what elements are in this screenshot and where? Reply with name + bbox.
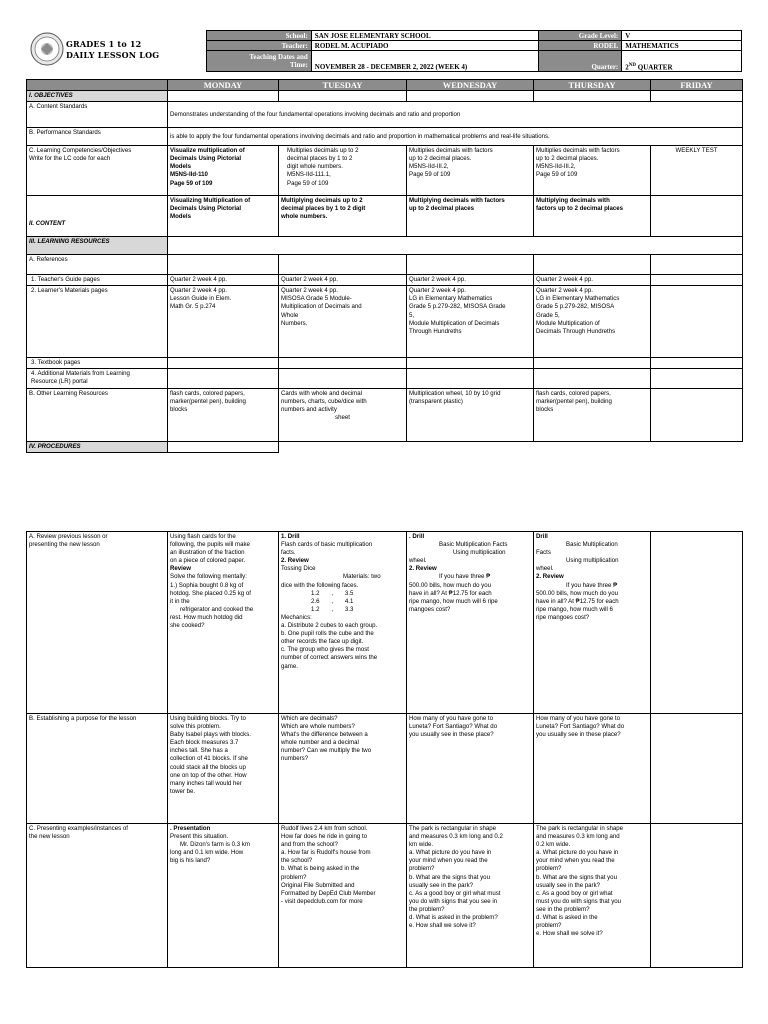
empty-cell <box>651 532 743 714</box>
learning-resources-heading: III. LEARNING RESOURCES <box>27 237 168 255</box>
text-line: hotdog. She placed 0.25 kg of <box>170 589 251 597</box>
purpose-monday <box>168 714 279 824</box>
text-line: Quarter 2 week 4 pp. <box>536 287 593 295</box>
text-line: a. How far is Rudolf's house from <box>281 849 371 857</box>
empty-cell <box>651 358 743 369</box>
text-line: Original File Submitted and <box>281 881 355 889</box>
competencies-label-line: Write for the LC code for each <box>29 155 111 163</box>
text-line: The park is rectangular in shape <box>536 825 624 832</box>
empty-cell <box>407 255 534 275</box>
dates-label <box>207 51 312 72</box>
text-line: Whole <box>281 311 299 319</box>
text-line: Which are decimals? <box>281 715 338 722</box>
lr-portal-label <box>27 369 168 388</box>
other-resources-wednesday <box>407 388 534 441</box>
text-line: and from the school? <box>281 841 338 849</box>
text-line: How far does he ride in going to <box>281 833 368 841</box>
text-line: Multiplies decimals with factors <box>536 147 620 155</box>
empty-cell <box>534 91 651 102</box>
references-label: A. References <box>27 255 168 275</box>
text-line: Review <box>170 565 192 573</box>
text-line: flash cards, colored papers, <box>536 389 611 397</box>
text-line: Numbers. <box>281 319 308 327</box>
text-line: Multiplication wheel, 10 by 10 grid <box>409 389 501 397</box>
empty-cell <box>168 91 279 102</box>
text-line: a. What picture do you have in <box>536 849 619 857</box>
text-line: c. The group who gives the most <box>281 646 369 654</box>
school-value: SAN JOSE ELEMENTARY SCHOOL <box>311 31 539 41</box>
text-line: M5NS-IId-III.2, <box>536 163 576 171</box>
purpose-thursday <box>534 714 651 824</box>
title-line-2: DAILY LESSON LOG <box>66 50 160 60</box>
text-line: up to 2 decimal places. <box>536 155 599 163</box>
text-line: Visualize multiplication of <box>170 147 245 155</box>
text-line: Facts <box>536 549 551 557</box>
teacher-label: Teacher: <box>207 41 312 51</box>
text-line: factors up to 2 decimal places <box>536 205 624 213</box>
empty-cell <box>168 237 743 255</box>
text-line: 500.00 bills, how much do you <box>409 581 491 589</box>
day-tuesday: TUESDAY <box>279 80 407 91</box>
text-line: e. How shall we solve it? <box>536 930 603 938</box>
content-standards-text: Demonstrates understanding of the four fundamental operations involving decimals and ratio and proportion <box>168 102 743 128</box>
text-line: sheet <box>335 413 350 421</box>
text-line: 0.2 km wide. <box>536 841 571 849</box>
empty-cell <box>279 91 407 102</box>
procedures-heading: IV. PROCEDURES <box>27 441 168 452</box>
day-friday: FRIDAY <box>651 80 743 91</box>
text-line: ripe mangoes cost? <box>536 613 590 621</box>
text-line: M5NS-IId-III.2, <box>409 163 449 171</box>
text-line: Quarter 2 week 4 pp. <box>409 287 466 295</box>
text-line: Quarter 2 week 4 pp. <box>281 287 338 295</box>
text-line: and measures 0.3 km long and 0.2 <box>409 833 503 841</box>
content-monday <box>168 196 279 237</box>
text-line: (transparent plastic) <box>409 397 463 405</box>
review-lesson-label <box>27 532 168 714</box>
review-monday <box>168 532 279 714</box>
performance-standards-label: B. Performance Standards <box>27 128 168 146</box>
text-line: refrigerator and cooked the <box>180 605 254 613</box>
text-line: ripe mango, how much will 6 ripe <box>409 597 498 605</box>
performance-standards-text: is able to apply the four fundamental operations involving decimals and ratio and proportion in mathematical problems and real-life situations. <box>168 128 743 146</box>
text-line: M5NS-IId-111.1, <box>287 171 331 179</box>
text-line: numbers? <box>281 755 309 763</box>
text-line: inches tall. She has a <box>170 747 228 755</box>
empty-cell <box>651 286 743 358</box>
text-line: Multiplying decimals with <box>536 197 610 205</box>
text-line: could stack all the blocks up <box>170 763 246 771</box>
text-line: Grade 5 p.279-282, MISOSA <box>536 303 615 311</box>
content-heading-text: II. CONTENT <box>29 220 66 228</box>
text-line: 2. Review <box>536 573 564 581</box>
empty-cell <box>534 255 651 275</box>
text-line: Quarter 2 week 4 pp. <box>170 287 227 295</box>
grade-label: Grade Level: <box>539 31 622 41</box>
text-line: Multiplication of Decimals and <box>281 303 362 311</box>
content-thursday <box>534 196 651 237</box>
text-line: digit whole numbers. <box>287 163 343 171</box>
other-resources-monday <box>168 388 279 441</box>
text-line: must you do with signs that you <box>536 897 622 905</box>
text-line: big is his land? <box>170 857 211 865</box>
text-line: the school? <box>281 857 313 865</box>
text-line: - visit depedclub.com for more <box>281 897 363 905</box>
quarter-ordinal: ND <box>628 62 636 68</box>
lesson-log-table-part-2 <box>26 531 743 968</box>
text-line: C. Presenting examples/instances of <box>29 825 128 832</box>
text-line: b. What is being asked in the <box>281 865 360 873</box>
empty-cell <box>651 196 743 237</box>
text-line: mangoes cost? <box>409 605 451 613</box>
text-line: wheel. <box>409 557 427 565</box>
text-line: problem? <box>281 873 307 881</box>
text-line: blocks <box>536 405 554 413</box>
text-line: 1.2 , 3.3 <box>311 605 354 613</box>
text-line: presenting the new lesson <box>29 541 100 549</box>
text-line: . Presentation <box>170 825 211 832</box>
text-line: an illustration of the fraction <box>170 549 245 557</box>
empty-cell <box>651 255 743 275</box>
text-line: Math Gr. 5 p.274 <box>170 303 216 311</box>
text-line: Using multiplication <box>566 557 619 565</box>
other-resources-tuesday <box>279 388 407 441</box>
text-line: one on top of the other. How <box>170 771 247 779</box>
empty-cell <box>407 369 534 388</box>
text-line: numbers, charts, cube/dice with <box>281 397 367 405</box>
text-line: Page 59 of 109 <box>536 171 578 179</box>
objectives-heading: I. OBJECTIVES <box>27 91 168 102</box>
text-line: Flash cards of basic multiplication <box>281 541 373 549</box>
purpose-tuesday <box>279 714 407 824</box>
text-line: Which are whole numbers? <box>281 723 355 731</box>
text-line: Page 59 of 109 <box>287 179 329 187</box>
text-line: Luneta? Fort Santiago? What do <box>409 723 498 731</box>
text-line: number? Can we multiply the two <box>281 747 372 755</box>
text-line: up to 2 decimal places. <box>409 155 472 163</box>
text-line: 1.2 , 3.5 <box>311 589 354 597</box>
empty-cell <box>651 369 743 388</box>
dates-label-line-2: Time: <box>290 61 308 69</box>
day-wednesday: WEDNESDAY <box>407 80 534 91</box>
text-line: problem? <box>536 865 562 873</box>
teachers-guide-wednesday: Quarter 2 week 4 pp. <box>407 275 534 286</box>
competencies-label <box>27 146 168 196</box>
text-line: have in all? At ₱12.75 for each <box>409 589 492 597</box>
text-line: facts. <box>281 549 296 557</box>
text-line: a. What picture do you have in <box>409 849 492 857</box>
teacher-value: RODEL M. ACUPIADO <box>311 41 539 51</box>
text-line: your mind when you read the <box>409 857 488 865</box>
text-line: Formatted by DepEd Club Member <box>281 889 376 897</box>
text-line: A. Review previous lesson or <box>29 533 108 540</box>
text-line: game. <box>281 662 298 670</box>
text-line: Page 59 of 109 <box>170 179 213 187</box>
content-standards-label: A. Content Standards <box>27 102 168 128</box>
content-tuesday <box>279 196 407 237</box>
text-line: Present this situation. <box>170 833 229 841</box>
text-line: Basic Multiplication Facts <box>439 541 508 549</box>
day-header-blank <box>27 80 168 91</box>
text-line: a. Distribute 2 cubes to each group. <box>281 622 378 630</box>
establishing-purpose-label: B. Establishing a purpose for the lesson <box>27 714 168 824</box>
text-line: your mind when you read the <box>536 857 615 865</box>
text-line: number of correct answers wins the <box>281 654 378 662</box>
lesson-log-header <box>26 30 742 72</box>
text-line: tower be. <box>170 787 196 795</box>
text-line: Tossing Dice <box>281 565 316 573</box>
text-line: Grade 5, <box>536 311 560 319</box>
text-line: Using multiplication <box>453 549 506 557</box>
text-line: e. How shall we solve it? <box>409 922 476 930</box>
grade-value: V <box>622 31 742 41</box>
text-line: marker(pentel pen), building <box>536 397 612 405</box>
text-line: have in all? At ₱12.75 for each <box>536 597 619 605</box>
text-line: Materials: two <box>343 573 381 581</box>
text-line: 5, <box>409 311 415 319</box>
text-line: decimal places by 1 to 2 digit <box>281 205 366 213</box>
text-line: 1.) Sophia bought 0.8 kg of <box>170 581 244 589</box>
text-line: Multiplying decimals up to 2 <box>281 197 363 205</box>
text-line: wheel. <box>536 565 554 573</box>
text-line: usually see in the park? <box>409 881 474 889</box>
text-line: d. What is asked in the problem? <box>409 914 498 922</box>
examples-tuesday <box>279 824 407 968</box>
text-line: Decimals Using Pictorial <box>170 205 242 213</box>
text-line: km wide. <box>409 841 434 849</box>
day-monday: MONDAY <box>168 80 279 91</box>
text-line: whole numbers. <box>281 213 328 221</box>
text-line: on a piece of colored paper. <box>170 557 246 565</box>
text-line: Models <box>170 163 191 171</box>
text-line: 500.00 bills, how much do you <box>536 589 618 597</box>
text-line: 4. Additional Materials from Learning <box>31 370 130 378</box>
text-line: whole number and a decimal <box>281 739 359 747</box>
deped-seal-icon <box>30 32 64 66</box>
day-thursday: THURSDAY <box>534 80 651 91</box>
text-line: up to 2 decimal places <box>409 205 475 213</box>
textbook-pages-label: 3. Textbook pages <box>27 358 168 369</box>
learners-materials-thursday <box>534 286 651 358</box>
quarter-number: 2 <box>625 63 629 71</box>
examples-wednesday <box>407 824 534 968</box>
title-line-1: GRADES 1 to 12 <box>66 39 142 49</box>
day-header-row <box>27 80 743 91</box>
presenting-examples-label <box>27 824 168 968</box>
text-line: Page 59 of 109 <box>409 171 451 179</box>
text-line: Multiplies decimals with factors <box>409 147 493 155</box>
empty-cell <box>651 388 743 441</box>
text-line: M5NS-IId-110 <box>170 171 208 179</box>
text-line: Mr. Dizon's farm is 0.3 km <box>180 841 250 849</box>
text-line: c. As a good boy or girl what <box>536 889 613 897</box>
empty-cell <box>651 275 743 286</box>
empty-cell <box>279 255 407 275</box>
text-line: you do with signs that you see in <box>409 897 498 905</box>
teachers-guide-monday: Quarter 2 week 4 pp. <box>168 275 279 286</box>
text-line: MISOSA Grade 5 Module- <box>281 295 352 303</box>
text-line: numbers and activity <box>281 405 337 413</box>
subject-label: RODEL <box>539 41 622 51</box>
empty-cell <box>534 358 651 369</box>
text-line: you usually see in these place? <box>409 731 494 739</box>
text-line: the problem? <box>409 905 445 913</box>
empty-cell <box>168 369 279 388</box>
text-line: usually see in the park? <box>536 881 601 889</box>
text-line: The park is rectangular in shape <box>409 825 497 832</box>
text-line: problem? <box>409 865 435 873</box>
empty-cell <box>407 91 534 102</box>
review-thursday <box>534 532 651 714</box>
empty-cell <box>168 441 279 452</box>
competency-thursday <box>534 146 651 196</box>
text-line: Multiplies decimals up to 2 <box>287 147 359 155</box>
quarter-word: QUARTER <box>636 63 673 71</box>
other-resources-thursday <box>534 388 651 441</box>
text-line: How many of you have gone to <box>409 715 494 722</box>
teachers-guide-thursday: Quarter 2 week 4 pp. <box>534 275 651 286</box>
text-line: Through Hundreths <box>409 327 462 335</box>
text-line: LG in Elementary Mathematics <box>536 295 620 303</box>
text-line: decimal places by 1 to 2 <box>287 155 353 163</box>
text-line: blocks <box>170 405 188 413</box>
text-line: see in the problem? <box>536 905 590 913</box>
competencies-label-line: C. Learning Competencies/Objectives <box>29 147 132 155</box>
text-line: Mechanics: <box>281 613 312 621</box>
review-wednesday <box>407 532 534 714</box>
text-line: Cards with whole and decimal <box>281 389 362 397</box>
text-line: b. One pupil rolls the cube and the <box>281 630 374 638</box>
content-wednesday <box>407 196 534 237</box>
text-line: Each block measures 3.7 <box>170 739 239 747</box>
competency-monday <box>168 146 279 196</box>
empty-cell <box>279 358 407 369</box>
text-line: d. What is asked in the <box>536 914 598 922</box>
text-line: Module Multiplication of Decimals <box>409 319 500 327</box>
competency-friday: WEEKLY TEST <box>651 146 743 196</box>
text-line: If you have three ₱ <box>566 581 618 589</box>
text-line: Baby Isabel plays with blocks. <box>170 731 251 739</box>
text-line: What's the difference between a <box>281 731 368 739</box>
text-line: 1. Drill <box>281 533 300 540</box>
text-line: Models <box>170 213 191 221</box>
text-line: many inches tall would her <box>170 779 242 787</box>
text-line: . Drill <box>409 533 425 540</box>
text-line: dice with the following faces. <box>281 581 359 589</box>
lesson-log-title <box>66 39 159 61</box>
learners-materials-wednesday <box>407 286 534 358</box>
learners-materials-tuesday <box>279 286 407 358</box>
text-line: Basic Multiplication <box>566 541 618 549</box>
text-line: How many of you have gone to <box>536 715 621 722</box>
quarter-value <box>622 51 742 72</box>
empty-cell <box>168 358 279 369</box>
quarter-label: Quarter: <box>539 51 622 72</box>
empty-cell <box>279 369 407 388</box>
competency-wednesday <box>407 146 534 196</box>
empty-cell <box>651 824 743 968</box>
text-line: Solve the following mentally: <box>170 573 247 581</box>
empty-cell <box>407 358 534 369</box>
examples-thursday <box>534 824 651 968</box>
text-line: problem? <box>536 922 562 930</box>
text-line: following, the pupils will make <box>170 541 250 549</box>
text-line: Resource (LR) portal <box>31 378 88 386</box>
text-line: flash cards, colored papers, <box>170 389 245 397</box>
text-line: solve this problem. <box>170 723 221 731</box>
text-line: Lesson Guide in Elem. <box>170 295 232 303</box>
text-line: Drill <box>536 533 548 540</box>
text-line: it in the <box>170 597 190 605</box>
teachers-guide-tuesday: Quarter 2 week 4 pp. <box>279 275 407 286</box>
dates-value: NOVEMBER 28 - DECEMBER 2, 2022 (WEEK 4) <box>311 51 539 72</box>
text-line: Multiplying decimals with factors <box>409 197 505 205</box>
text-line: Visualizing Multiplication of <box>170 197 251 205</box>
text-line: Decimals Through Hundreths <box>536 327 616 335</box>
text-line: 2.6 , 4.1 <box>311 597 354 605</box>
text-line: LG in Elementary Mathematics <box>409 295 493 303</box>
text-line: you usually see in these place? <box>536 731 621 739</box>
text-line: marker(pentel pen), building <box>170 397 246 405</box>
text-line: b. What are the signs that you <box>409 873 490 881</box>
text-line: Rudolf lives 2.4 km from school. <box>281 825 368 832</box>
text-line: Luneta? Fort Santiago? What do <box>536 723 625 731</box>
text-line: 2. Review <box>409 565 437 573</box>
text-line: c. As a good boy or girl what must <box>409 889 501 897</box>
purpose-wednesday <box>407 714 534 824</box>
text-line: Using building blocks. Try to <box>170 715 246 722</box>
text-line: other records the face up digit. <box>281 638 364 646</box>
text-line: long and 0.1 km wide. How <box>170 849 244 857</box>
teachers-guide-label: 1. Teacher's Guide pages <box>27 275 168 286</box>
text-line: b. What are the signs that you <box>536 873 617 881</box>
text-line: the new lesson <box>29 833 70 841</box>
text-line: rest. How much hotdog did <box>170 613 243 621</box>
empty-cell <box>534 369 651 388</box>
text-line: ripe mango, how much will 6 <box>536 605 613 613</box>
subject-value: MATHEMATICS <box>622 41 742 51</box>
empty-cell <box>651 714 743 824</box>
text-line: she cooked? <box>170 622 205 630</box>
text-line: If you have three ₱ <box>439 573 491 581</box>
text-line: Decimals Using Pictorial <box>170 155 242 163</box>
text-line: and measures 0.3 km long and <box>536 833 620 841</box>
school-label: School: <box>207 31 312 41</box>
content-heading <box>27 196 168 237</box>
text-line: Module Multiplication of <box>536 319 600 327</box>
other-resources-label: B. Other Learning Resources <box>27 388 168 441</box>
empty-cell <box>168 255 279 275</box>
learners-materials-monday <box>168 286 279 358</box>
dates-label-line-1: Teaching Dates and <box>249 53 308 61</box>
competency-tuesday <box>279 146 407 196</box>
review-tuesday <box>279 532 407 714</box>
text-line: Grade 5 p.279-282, MISOSA Grade <box>409 303 506 311</box>
empty-cell <box>279 441 743 452</box>
examples-monday <box>168 824 279 968</box>
learners-materials-label: 2. Learner's Materials pages <box>27 286 168 358</box>
text-line: Using flash cards for the <box>170 533 236 540</box>
text-line: collection of 41 blocks. If she <box>170 755 248 763</box>
empty-cell <box>651 91 743 102</box>
header-info-table <box>206 30 742 72</box>
text-line: 2. Review <box>281 557 309 565</box>
lesson-log-table-part-1 <box>26 79 743 453</box>
